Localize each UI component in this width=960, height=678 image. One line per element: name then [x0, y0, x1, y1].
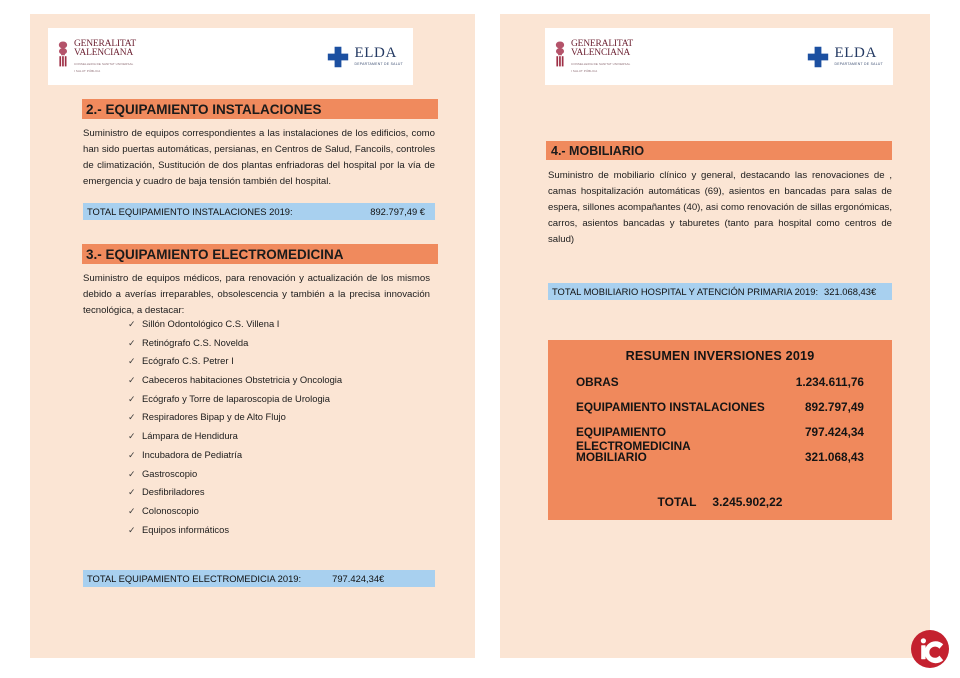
checkmark-icon: ✓ [128, 431, 136, 442]
list-item [128, 374, 428, 393]
summary-row-mobiliario [548, 450, 892, 475]
total-equipamiento-electromedicina-bar [83, 570, 435, 587]
blue-cross-icon [327, 46, 349, 68]
list-item-label: Desfibriladores [142, 486, 205, 498]
resumen-inversiones-box [548, 340, 892, 520]
list-item [128, 486, 428, 505]
total-electromedicina-value: 797.424,34€ [332, 573, 385, 584]
list-item-label: Lámpara de Hendidura [142, 430, 238, 442]
ic-circle-logo-icon [910, 629, 950, 669]
checkmark-icon: ✓ [128, 375, 136, 386]
list-item [128, 524, 428, 543]
section-4-paragraph: Suministro de mobiliario clínico y general, destacando las renovaciones de , camas hospitalización automáticas (69), asientos en bancadas para salas de espera, sillones acompañantes (40), asi como renovación de sillas ergonómicas, carros, asientos bancadas y taburetes (tanto para hospital como centros de salud) [548, 170, 892, 245]
blue-cross-icon [807, 46, 829, 68]
list-item-label: Sillón Odontológico C.S. Villena I [142, 318, 280, 329]
checkmark-icon: ✓ [128, 505, 136, 516]
summary-row-label: EQUIPAMIENTO ELECTROMEDICINA [576, 425, 691, 453]
electromedicina-item-list [128, 318, 428, 542]
total-instalaciones-value: 892.797,49 € [370, 206, 425, 217]
total-equipamiento-instalaciones-bar [83, 203, 435, 220]
total-mobiliario-value: 321.068,43€ [824, 286, 877, 297]
generalitat-crest-icon [553, 41, 567, 67]
section-3-heading-text: 3.- EQUIPAMIENTO ELECTROMEDICINA [86, 246, 344, 262]
summary-row-equipamiento-instalaciones [548, 400, 892, 425]
section-heading-equipamiento-electromedicina [82, 244, 438, 264]
list-item-label: Ecógrafo C.S. Petrer I [142, 355, 234, 367]
section-2-heading-text: 2.- EQUIPAMIENTO INSTALACIONES [86, 101, 322, 117]
elda-text-block [834, 46, 883, 66]
summary-row-value: 797.424,34 [804, 425, 864, 439]
summary-row-label: MOBILIARIO [576, 450, 647, 464]
generalitat-line-2: VALENCIANA [571, 48, 631, 59]
summary-total-row [548, 495, 892, 509]
page-right [500, 14, 930, 658]
elda-name: ELDA [834, 45, 877, 62]
list-item [128, 468, 428, 487]
total-electromedicina-label: TOTAL EQUIPAMIENTO ELECTROMEDICIA 2019: [87, 573, 302, 584]
list-item [128, 449, 428, 468]
summary-title: RESUMEN INVERSIONES 2019 [625, 349, 815, 363]
generalitat-subtitle-1: CONSELLERIA DE SANITAT UNIVERSAL [74, 61, 134, 66]
elda-text-block [354, 46, 403, 66]
summary-total-label: TOTAL [657, 495, 697, 509]
summary-row-label: EQUIPAMIENTO INSTALACIONES [576, 400, 765, 414]
generalitat-subtitle-2: I SALUT PÚBLICA [571, 69, 598, 73]
list-item-label: Ecógrafo y Torre de laparoscopia de Urologia [142, 392, 330, 404]
elda-logo [807, 46, 883, 68]
list-item-label: Respiradores Bipap y de Alto Flujo [142, 411, 286, 423]
section-heading-equipamiento-instalaciones [82, 99, 438, 119]
section-3-paragraph: Suministro de equipos médicos, para renovación y actualización de los mismos debido a averías irreparables, obsolescencia y también a la precisa innovación tecnológica, a destacar: [83, 273, 430, 316]
total-mobiliario-label: TOTAL MOBILIARIO HOSPITAL Y ATENCIÓN PRIMARIA 2019: [552, 286, 819, 297]
list-item-label: Gastroscopio [142, 467, 198, 479]
elda-name: ELDA [354, 45, 397, 62]
list-item-label: Colonoscopio [142, 504, 199, 516]
list-item-label: Incubadora de Pediatría [142, 448, 243, 460]
generalitat-valenciana-logo [56, 40, 136, 73]
checkmark-icon: ✓ [128, 468, 136, 479]
list-item [128, 411, 428, 430]
list-item-label: Retinógrafo C.S. Novelda [142, 336, 249, 348]
generalitat-line-2: VALENCIANA [74, 48, 134, 59]
generalitat-text-block [74, 40, 136, 73]
list-item [128, 355, 428, 374]
generalitat-line-1: GENERALITAT [74, 38, 136, 49]
list-item-label: Cabeceros habitaciones Obstetricia y Oncologia [142, 374, 343, 386]
summary-row-value: 892.797,49 [804, 400, 864, 414]
summary-row-value: 1.234.611,76 [795, 375, 864, 389]
total-mobiliario-bar [548, 283, 892, 300]
elda-logo [327, 46, 403, 68]
generalitat-crest-icon [56, 41, 70, 67]
elda-subtitle: DEPARTAMENT DE SALUT [834, 62, 883, 67]
total-instalaciones-label: TOTAL EQUIPAMIENTO INSTALACIONES 2019: [87, 206, 293, 217]
summary-row-obras [548, 375, 892, 400]
summary-row-label: OBRAS [576, 375, 619, 389]
section-heading-mobiliario [546, 141, 892, 160]
checkmark-icon: ✓ [128, 412, 136, 423]
list-item-label: Equipos informáticos [142, 523, 230, 535]
generalitat-subtitle-2: I SALUT PÚBLICA [74, 69, 101, 73]
elda-subtitle: DEPARTAMENT DE SALUT [354, 62, 403, 67]
checkmark-icon: ✓ [128, 393, 136, 404]
list-item [128, 393, 428, 412]
checkmark-icon: ✓ [128, 449, 136, 460]
section-4-heading-text: 4.- MOBILIARIO [551, 143, 645, 158]
list-item [128, 430, 428, 449]
list-item [128, 337, 428, 356]
summary-row-value: 321.068,43 [804, 450, 864, 464]
list-item [128, 505, 428, 524]
generalitat-text-block [571, 40, 633, 73]
checkmark-icon: ✓ [128, 487, 136, 498]
checkmark-icon: ✓ [128, 524, 136, 535]
generalitat-subtitle-1: CONSELLERIA DE SANITAT UNIVERSAL [571, 61, 631, 66]
letterhead-left [48, 28, 413, 85]
list-item [128, 318, 428, 337]
summary-total-value: 3.245.902,22 [712, 495, 783, 509]
generalitat-valenciana-logo [553, 40, 633, 73]
checkmark-icon: ✓ [128, 356, 136, 367]
checkmark-icon: ✓ [128, 337, 136, 348]
checkmark-icon: ✓ [128, 319, 136, 329]
summary-row-equipamiento-electromedicina [548, 425, 892, 453]
letterhead-right [545, 28, 893, 85]
section-2-paragraph: Suministro de equipos correspondientes a las instalaciones de los edificios, como han sido puertas automáticas, persianas, en Centros de Salud, Fancoils, controles de climatización, Sustitución de dos plantas enfriadoras del hospital por la vía de emergencia y cuadro de baja tensión también del hospital. [83, 128, 435, 187]
generalitat-line-1: GENERALITAT [571, 38, 633, 49]
